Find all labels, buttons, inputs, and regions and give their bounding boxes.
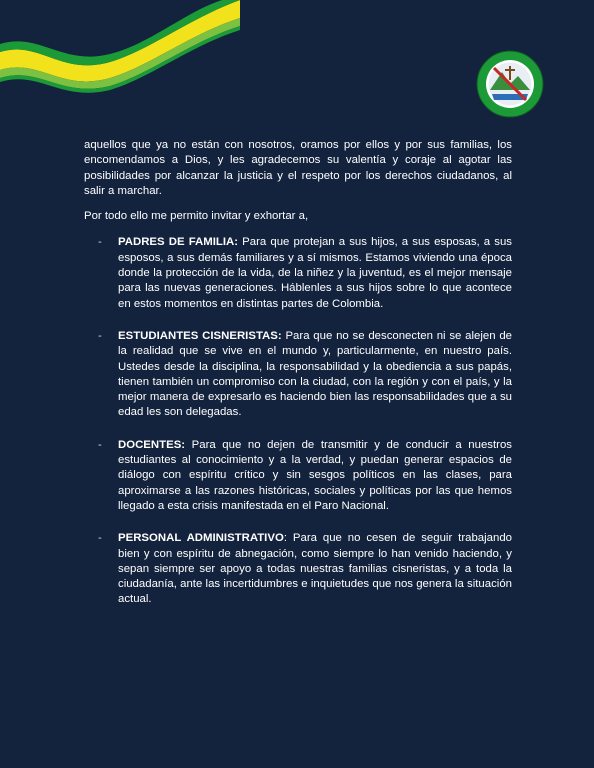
- item-title: PERSONAL ADMINISTRATIVO: [118, 532, 284, 545]
- letter-body: [84, 138, 512, 625]
- item-title: PADRES DE FAMILIA:: [118, 236, 239, 249]
- list-item: [84, 235, 512, 311]
- item-title: ESTUDIANTES CISNERISTAS:: [118, 329, 282, 342]
- bullet-dash: -: [98, 329, 102, 342]
- bullet-dash: -: [98, 532, 102, 545]
- invitation-paragraph: Por todo ello me permito invitar y exhortar a,: [84, 210, 309, 223]
- exhortation-list: [84, 235, 512, 607]
- item-title: DOCENTES:: [118, 438, 186, 451]
- body-paragraph: aquellos que ya no están con nosotros, oramos por ellos y por sus familias, los encomendamos a Dios, y les agradecemos su valentía y coraje al agotar las posibilidades por alcanzar la justicia y el respeto por los derechos ciudadanos, al salir a marchar.: [84, 139, 512, 197]
- school-crest-logo: [476, 50, 544, 118]
- colombia-flag-ribbon: [0, 0, 240, 100]
- item-text: Para que no dejen de transmitir y de conducir a nuestros estudiantes al conocimiento y a la verdad, y puedan generar espacios de diálogo con espíritu crítico y sin sesgos políticos en las clases, para aproximarse a las razones históricas, sociales y políticas por las que hemos llegado a esta crisis manifestada en el Paro Nacional.: [118, 438, 512, 512]
- item-text: Para que no se desconecten ni se alejen de la realidad que se vive en el mundo y, particularmente, en nuestro país. Ustedes desde la disciplina, la responsabilidad y la obediencia a sus papás, tienen también un compromiso con la ciudad, con la región y con el país, y la mejor manera de expresarlo es haciendo bien las responsabilidades que a su edad les son delegadas.: [118, 329, 512, 419]
- list-item: [84, 438, 512, 514]
- list-item: [84, 531, 512, 607]
- bullet-dash: -: [98, 438, 102, 451]
- list-item: [84, 329, 512, 421]
- item-text: Para que protejan a sus hijos, a sus esposas, a sus esposos, a sus demás familiares y a sí mismos. Estamos viviendo una época donde la protección de la vida, de la niñez y la juventud, es el mejor mensaje para las nuevas generaciones. Háblenles a sus hijos sobre lo que acontece en estos momentos en distintas partes de Colombia.: [118, 236, 512, 310]
- bullet-dash: -: [98, 236, 102, 249]
- item-text: : Para que no cesen de seguir trabajando bien y con espíritu de abnegación, como siempre lo han venido haciendo, y sepan siempre ser apoyo a todas nuestras familias cisneristas, y a toda la ciudadanía, ante las incertidumbres e inquietudes que nos genera la situación actual.: [118, 532, 512, 606]
